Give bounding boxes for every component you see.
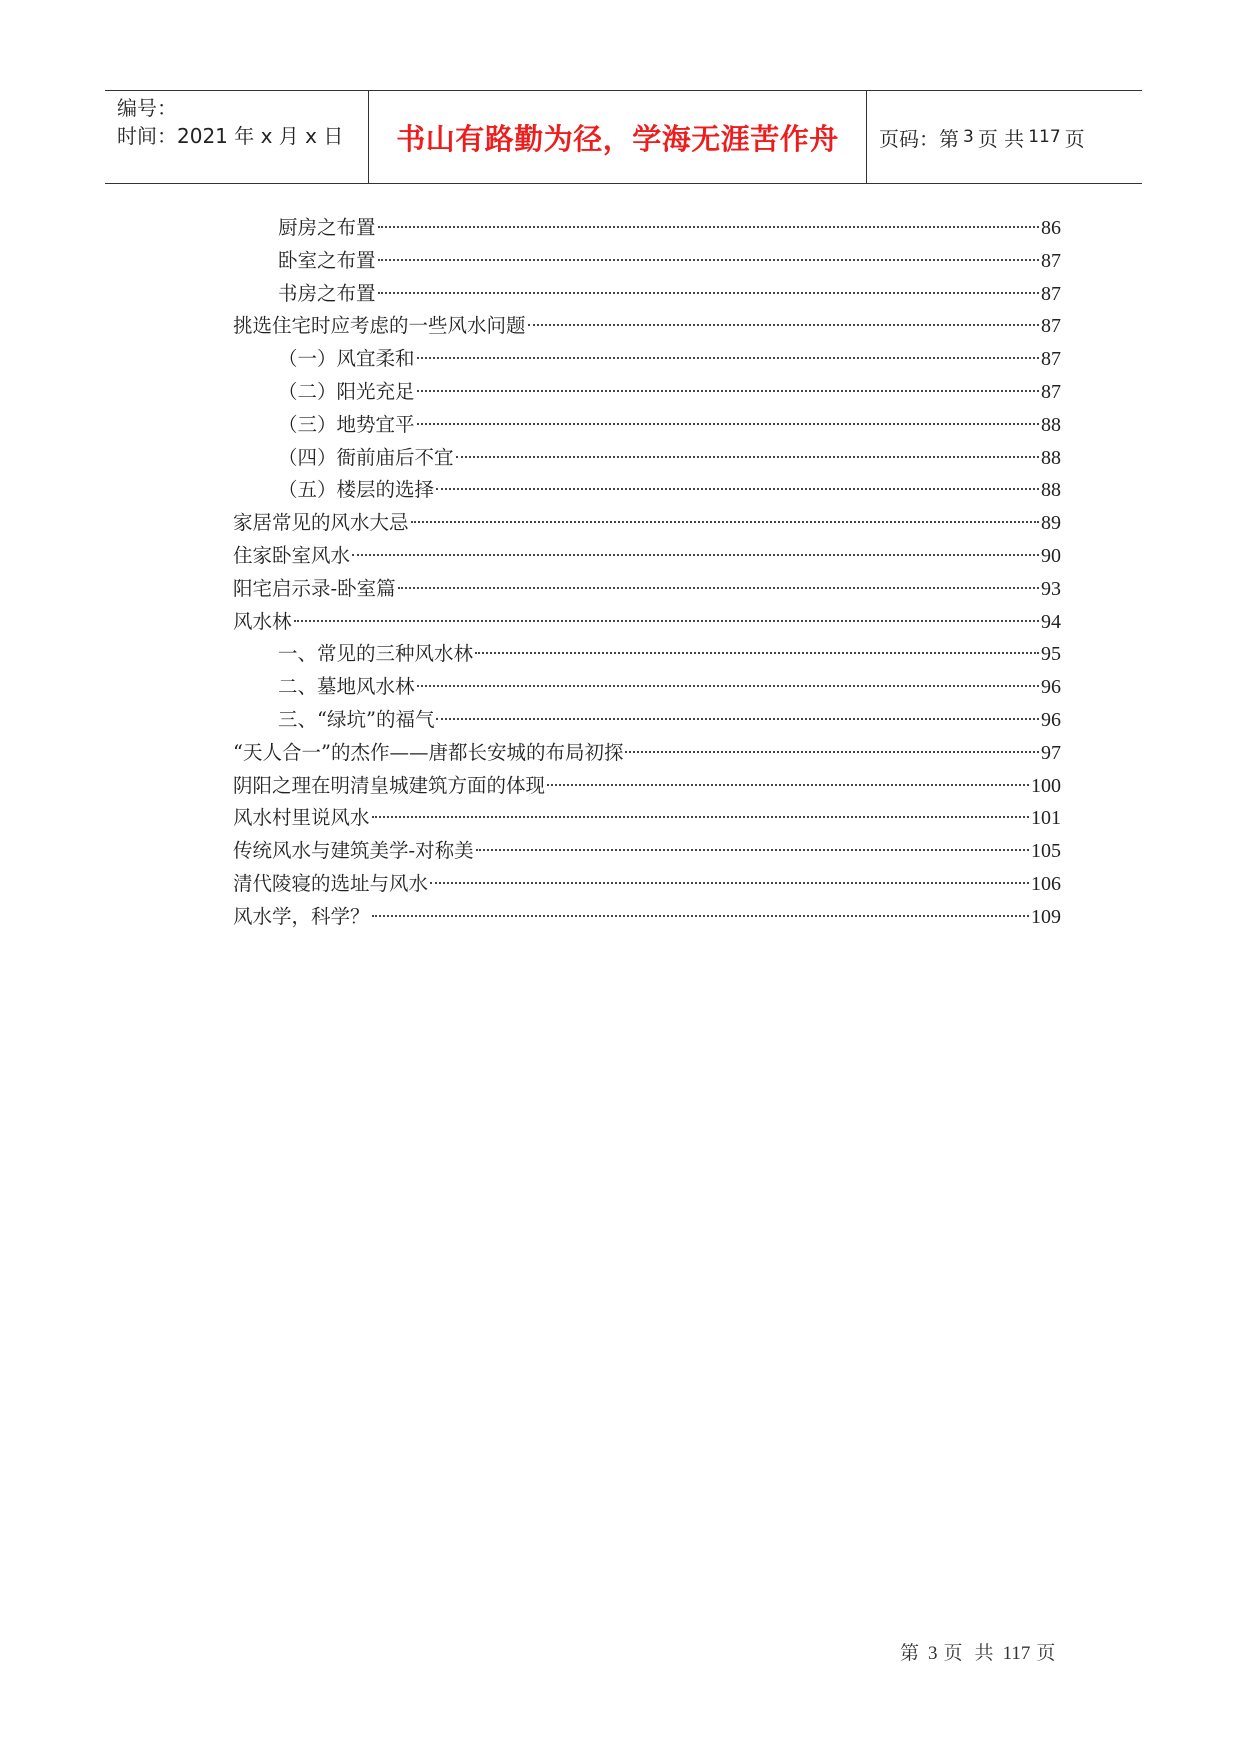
toc-entry-title: 清代陵寝的选址与风水 [233, 871, 429, 895]
toc-entry[interactable] [233, 442, 1061, 475]
toc-entry[interactable] [233, 474, 1061, 507]
page-mid: 页 共 [977, 126, 1025, 151]
toc-entry-page: 100 [1031, 774, 1061, 797]
page-current: 3 [963, 127, 974, 147]
page-header [105, 90, 1142, 184]
toc-entry[interactable] [233, 704, 1061, 737]
toc-entry-page: 89 [1041, 512, 1061, 535]
footer-prefix: 第 [900, 1642, 923, 1664]
toc-dot-leader [436, 488, 1039, 490]
toc-entry-page: 96 [1041, 676, 1061, 699]
toc-entry-title: （一）风宜柔和 [278, 347, 415, 371]
toc-dot-leader [430, 882, 1029, 884]
toc-entry[interactable] [233, 540, 1061, 573]
toc-entry-title: （四）衙前庙后不宜 [278, 445, 454, 469]
toc-entry-title: “天人合一”的杰作——唐都长安城的布局初探 [233, 740, 624, 764]
toc-dot-leader [417, 685, 1039, 687]
toc-entry-page: 93 [1041, 577, 1061, 600]
toc-dot-leader [456, 456, 1039, 458]
toc-entry[interactable] [233, 245, 1061, 278]
toc-entry-title: （五）楼层的选择 [278, 478, 435, 502]
toc-entry[interactable] [233, 343, 1061, 376]
toc-entry[interactable] [233, 573, 1061, 606]
toc-dot-leader [528, 324, 1039, 326]
toc-entry[interactable] [233, 835, 1061, 868]
toc-entry[interactable] [233, 606, 1061, 639]
toc-entry-title: 三、“绿坑”的福气 [278, 707, 435, 731]
toc-entry-title: 一、常见的三种风水林 [278, 642, 474, 666]
toc-entry-title: 住家卧室风水 [233, 543, 351, 567]
toc-dot-leader [417, 423, 1039, 425]
toc-entry-title: （二）阳光充足 [278, 379, 415, 403]
toc-entry-page: 109 [1031, 905, 1061, 928]
document-number-label: 编号： [117, 96, 177, 120]
toc-dot-leader [475, 652, 1039, 654]
footer-total: 117 [1002, 1643, 1031, 1664]
toc-entry-page: 87 [1041, 380, 1061, 403]
page-footer [900, 1638, 1058, 1665]
toc-entry[interactable] [233, 507, 1061, 540]
toc-entry[interactable] [233, 376, 1061, 409]
toc-dot-leader [372, 816, 1029, 818]
toc-entry[interactable] [233, 802, 1061, 835]
footer-suffix: 页 [1036, 1642, 1059, 1664]
toc-entry-page: 88 [1041, 413, 1061, 436]
toc-entry-page: 87 [1041, 249, 1061, 272]
page-total: 117 [1028, 127, 1061, 147]
toc-entry-title: 二、墓地风水林 [278, 675, 415, 699]
toc-entry[interactable] [233, 310, 1061, 343]
toc-entry-title: （三）地势宜平 [278, 412, 415, 436]
motto-text: 书山有路勤为径，学海无涯苦作舟 [396, 121, 839, 156]
toc-entry-title: 风水学，科学？ [233, 904, 370, 928]
toc-entry-page: 87 [1041, 315, 1061, 338]
toc-dot-leader [378, 259, 1039, 261]
page-suffix: 页 [1064, 126, 1085, 151]
toc-dot-leader [372, 915, 1029, 917]
toc-entry[interactable] [233, 901, 1061, 934]
toc-entry-page: 88 [1041, 479, 1061, 502]
toc-entry[interactable] [233, 770, 1061, 803]
toc-dot-leader [476, 849, 1029, 851]
toc-dot-leader [417, 357, 1039, 359]
toc-entry-title: 书房之布置 [278, 281, 376, 305]
toc-entry[interactable] [233, 638, 1061, 671]
toc-dot-leader [417, 390, 1039, 392]
toc-entry-page: 96 [1041, 708, 1061, 731]
toc-dot-leader [398, 587, 1039, 589]
toc-entry-title: 家居常见的风水大忌 [233, 511, 409, 535]
toc-entry-title: 传统风水与建筑美学-对称美 [233, 839, 474, 863]
toc-entry-page: 94 [1041, 610, 1061, 633]
toc-entry[interactable] [233, 868, 1061, 901]
toc-entry-title: 卧室之布置 [278, 248, 376, 272]
toc-entry-page: 88 [1041, 446, 1061, 469]
toc-entry[interactable] [233, 212, 1061, 245]
table-of-contents [233, 212, 1061, 934]
toc-entry-title: 挑选住宅时应考虑的一些风水问题 [233, 314, 526, 338]
toc-entry-page: 86 [1041, 217, 1061, 239]
toc-entry-page: 90 [1041, 544, 1061, 567]
header-meta [105, 91, 369, 183]
toc-dot-leader [547, 784, 1029, 786]
toc-entry-page: 87 [1041, 348, 1061, 371]
toc-entry-title: 阴阳之理在明清皇城建筑方面的体现 [233, 773, 546, 797]
page-prefix: 页码：第 [879, 126, 959, 151]
toc-entry-page: 105 [1031, 840, 1061, 863]
toc-entry-title: 风水村里说风水 [233, 806, 370, 830]
toc-dot-leader [294, 620, 1039, 622]
toc-entry[interactable] [233, 671, 1061, 704]
footer-mid: 页 共 [943, 1642, 997, 1664]
toc-entry-page: 87 [1041, 282, 1061, 305]
toc-entry-title: 厨房之布置 [278, 216, 376, 239]
toc-entry-page: 101 [1031, 807, 1061, 830]
toc-dot-leader [378, 292, 1039, 294]
toc-entry-page: 97 [1041, 741, 1061, 764]
toc-dot-leader [411, 521, 1039, 523]
footer-current: 3 [928, 1643, 938, 1664]
header-motto [369, 91, 867, 183]
toc-entry-page: 95 [1041, 643, 1061, 666]
toc-dot-leader [352, 554, 1039, 556]
toc-entry[interactable] [233, 737, 1061, 770]
toc-entry-page: 106 [1031, 872, 1061, 895]
toc-entry[interactable] [233, 278, 1061, 311]
toc-dot-leader [436, 718, 1039, 720]
header-page-info [867, 91, 1142, 183]
toc-entry-title: 风水林 [233, 609, 292, 633]
toc-dot-leader [625, 751, 1039, 753]
toc-dot-leader [378, 226, 1039, 228]
toc-entry-title: 阳宅启示录-卧室篇 [233, 576, 396, 600]
document-time-label: 时间：2021 年 x 月 x 日 [117, 124, 344, 148]
toc-entry[interactable] [233, 409, 1061, 442]
